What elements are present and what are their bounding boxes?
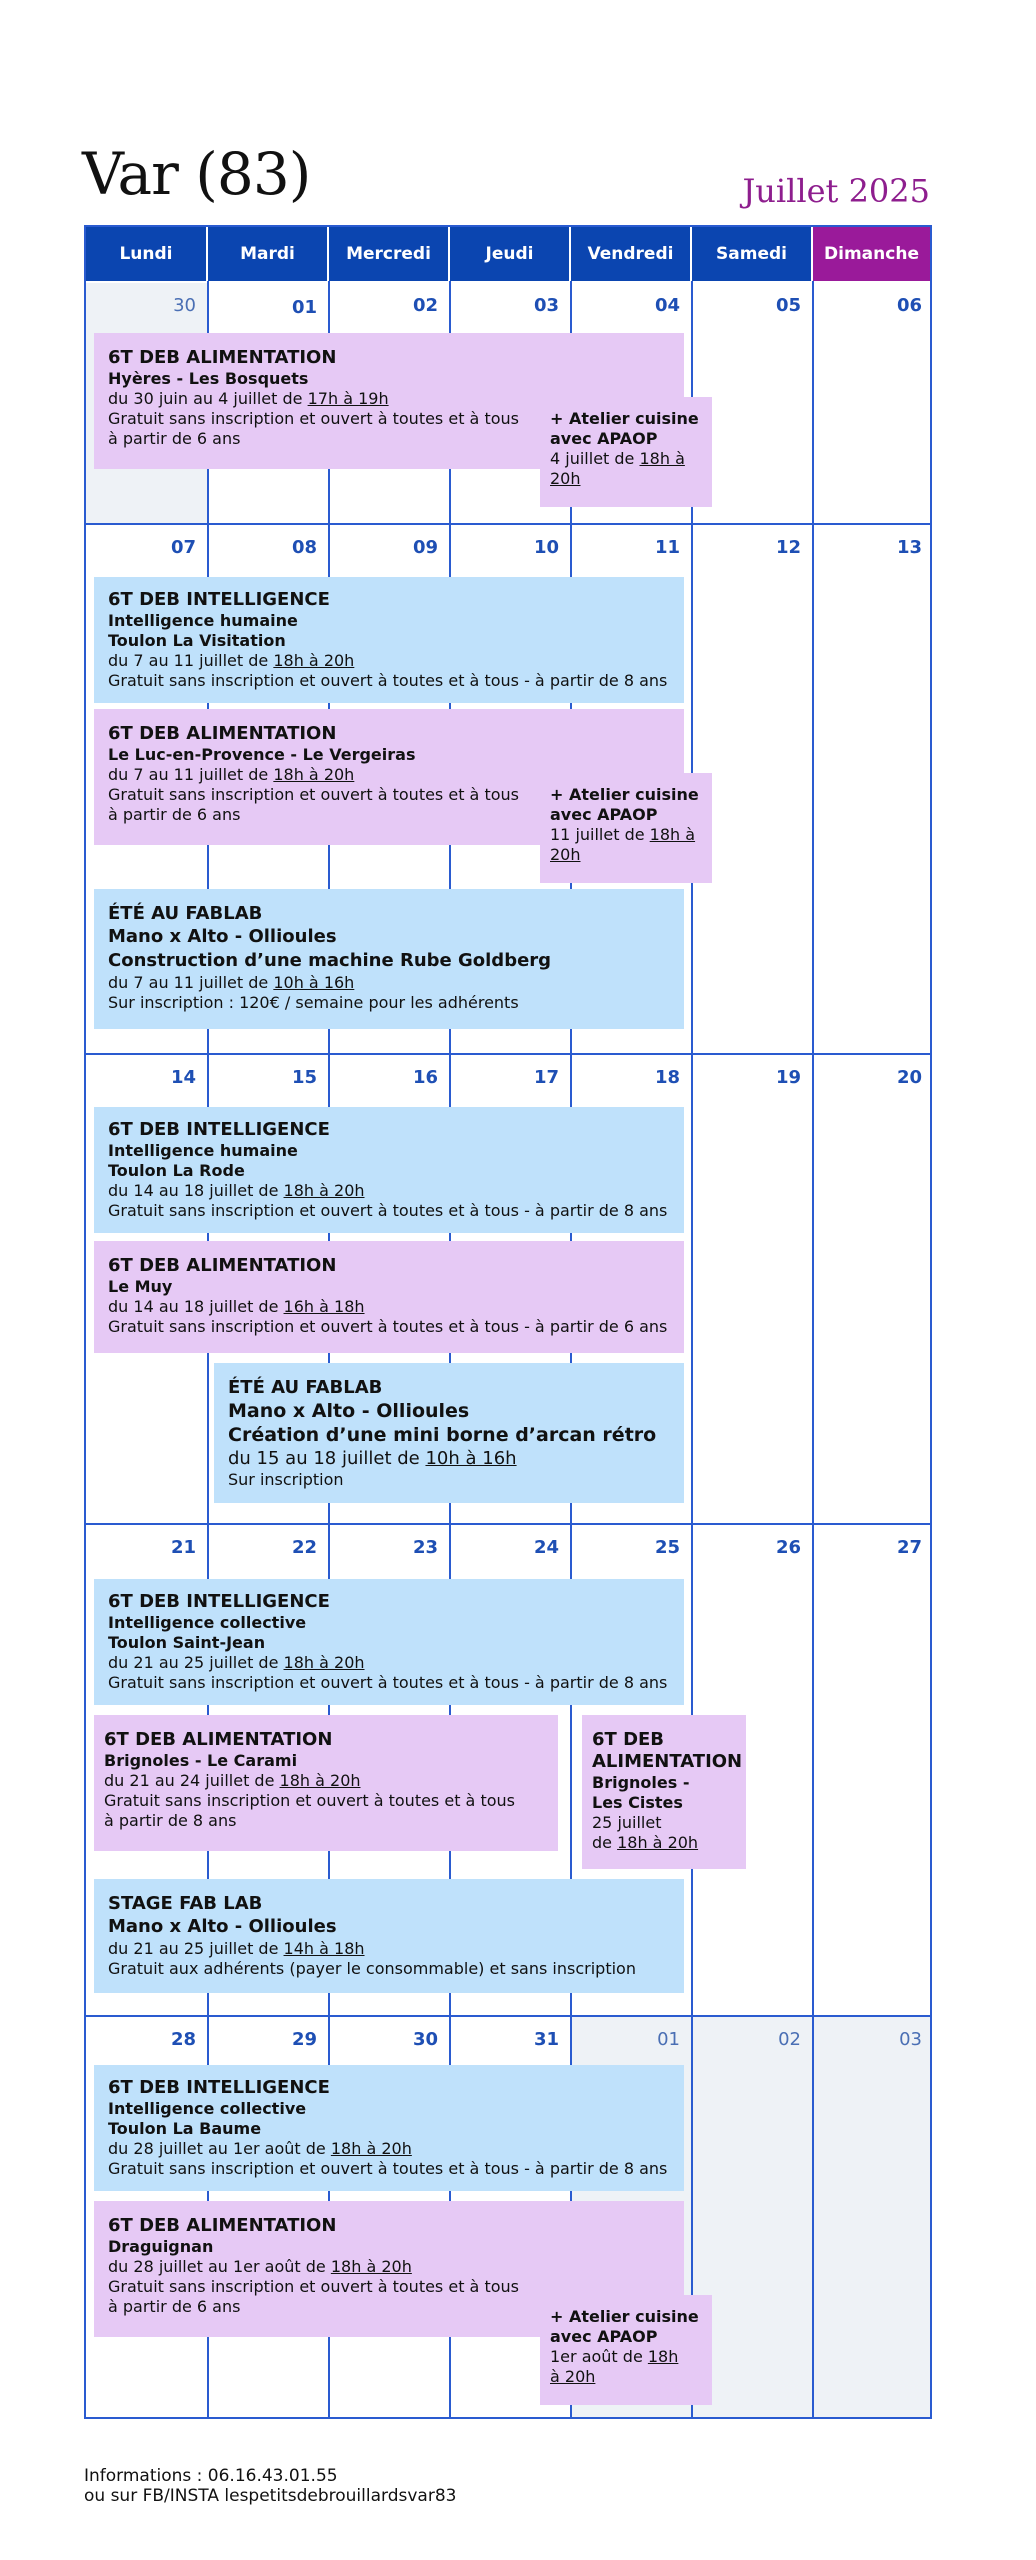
event-place: Toulon La Rode [108, 1161, 245, 1180]
day-number: 11 [654, 537, 680, 558]
event-alimentation-carami [94, 1715, 558, 1851]
event-intelligence-la-baume [94, 2065, 684, 2191]
event-info: Sur inscription [228, 1470, 344, 1489]
event-alimentation-le-muy [94, 1241, 684, 1353]
event-place: Toulon Saint-Jean [108, 1633, 266, 1652]
event-info: Gratuit sans inscription et ouvert à toutes et à tous [104, 1791, 515, 1810]
event-place: Brignoles - [592, 1773, 690, 1792]
event-time: 10h à 16h [425, 1448, 517, 1469]
event-date [550, 2347, 702, 2367]
event-date-prefix: du 21 au 25 juillet de [108, 1939, 279, 1958]
event-time: 18h à 20h [330, 2257, 412, 2276]
event-subtitle: Intelligence collective [108, 1613, 307, 1632]
event-date [550, 449, 702, 469]
event-intelligence-visitation [94, 577, 684, 703]
event-date-prefix: 1er août de [550, 2347, 643, 2366]
event-date: 25 juillet [592, 1813, 662, 1832]
event-info: à partir de 6 ans [108, 429, 241, 448]
event-time: 18h à 20h [279, 1771, 361, 1790]
day-number: 17 [533, 1067, 559, 1088]
event-date-prefix: de [592, 1833, 612, 1852]
event-place: Brignoles - Le Carami [104, 1751, 298, 1770]
day-number: 09 [412, 537, 438, 558]
event-date [550, 825, 702, 845]
event-time: 10h à 16h [273, 973, 355, 992]
day-number: 30 [173, 295, 196, 316]
event-place: Les Cistes [592, 1793, 683, 1812]
day-number: 27 [896, 1537, 922, 1558]
week-separator [86, 1523, 930, 1525]
event-info: Gratuit sans inscription et ouvert à toutes et à tous - à partir de 8 ans [108, 1673, 668, 1692]
event-date-prefix: du 21 au 24 juillet de [104, 1771, 275, 1790]
event-title: 6T DEB ALIMENTATION [108, 2215, 337, 2236]
event-time: 18h [647, 2347, 679, 2366]
event-info: Sur inscription : 120€ / semaine pour les adhérents [108, 993, 519, 1012]
event-info: Gratuit sans inscription et ouvert à toutes et à tous - à partir de 8 ans [108, 1201, 668, 1220]
weekday-header-lundi: Lundi [86, 227, 208, 281]
event-date-prefix: du 7 au 11 juillet de [108, 651, 269, 670]
day-number: 30 [412, 2029, 438, 2050]
day-number: 02 [778, 2029, 801, 2050]
weekday-header-mardi: Mardi [208, 227, 329, 281]
day-number: 02 [412, 295, 438, 316]
region-title: Var (83) [82, 140, 311, 208]
event-time: 14h à 18h [283, 1939, 365, 1958]
event-title: 6T DEB ALIMENTATION [108, 723, 337, 744]
day-number: 06 [896, 295, 922, 316]
event-title: STAGE FAB LAB [108, 1893, 263, 1914]
event-place: Le Muy [108, 1277, 173, 1296]
weekday-header-jeudi: Jeudi [450, 227, 571, 281]
event-title: 6T DEB ALIMENTATION [104, 1729, 333, 1750]
event-info: Gratuit sans inscription et ouvert à toutes et à tous - à partir de 6 ans [108, 1317, 668, 1336]
event-info: Gratuit sans inscription et ouvert à toutes et à tous - à partir de 8 ans [108, 2159, 668, 2178]
day-number: 03 [533, 295, 559, 316]
event-title: 6T DEB INTELLIGENCE [108, 1119, 330, 1140]
day-number: 10 [533, 537, 559, 558]
day-number: 31 [533, 2029, 559, 2050]
event-time: 18h à [649, 825, 696, 844]
day-number: 29 [291, 2029, 317, 2050]
event-date [108, 1181, 670, 1201]
weekday-header-mercredi: Mercredi [329, 227, 450, 281]
event-time: 18h à [639, 449, 685, 468]
event-date [108, 1297, 670, 1317]
event-project: Création d’une mini borne d’arcan rétro [228, 1424, 657, 1446]
event-project: Construction d’une machine Rube Goldberg [108, 950, 552, 971]
event-info: à partir de 6 ans [108, 2297, 241, 2316]
day-number: 07 [170, 537, 196, 558]
event-title: + Atelier cuisine [550, 409, 699, 428]
event-date [108, 1653, 670, 1673]
event-place: Hyères - Les Bosquets [108, 369, 309, 388]
event-stage-fablab [94, 1879, 684, 1993]
event-date-prefix: du 7 au 11 juillet de [108, 973, 269, 992]
event-date [108, 1939, 670, 1959]
day-number: 21 [170, 1537, 196, 1558]
day-number: 26 [775, 1537, 801, 1558]
event-date-prefix: du 28 juillet au 1er août de [108, 2257, 326, 2276]
day-number: 23 [412, 1537, 438, 1558]
event-time: à 20h [550, 2367, 596, 2386]
weekday-header-samedi: Samedi [692, 227, 813, 281]
day-number: 15 [291, 1067, 317, 1088]
event-info: Gratuit aux adhérents (payer le consommable) et sans inscription [108, 1959, 636, 1978]
day-number: 14 [170, 1067, 196, 1088]
event-time: 18h à 20h [283, 1181, 365, 1200]
day-number: 20 [896, 1067, 922, 1088]
event-atelier-cuisine [540, 773, 712, 883]
event-time: 20h [550, 845, 581, 864]
event-alimentation-cistes [582, 1715, 746, 1869]
event-date [108, 651, 670, 671]
event-date-prefix: du 7 au 11 juillet de [108, 765, 269, 784]
week-separator [86, 2015, 930, 2017]
day-number: 16 [412, 1067, 438, 1088]
event-title: 6T DEB INTELLIGENCE [108, 1591, 330, 1612]
event-fablab-borne-arcade [214, 1363, 684, 1503]
event-time: 18h à 20h [330, 2139, 412, 2158]
day-number: 18 [654, 1067, 680, 1088]
day-number: 12 [775, 537, 801, 558]
event-title: 6T DEB [592, 1729, 665, 1750]
event-title: ÉTÉ AU FABLAB [108, 903, 263, 924]
day-number: 22 [291, 1537, 317, 1558]
day-number: 03 [899, 2029, 922, 2050]
event-atelier-cuisine [540, 2295, 712, 2405]
event-title: 6T DEB ALIMENTATION [108, 1255, 337, 1276]
calendar-grid [84, 225, 932, 2419]
grid-line [812, 281, 814, 2417]
footer-info [84, 2466, 456, 2506]
event-time: 18h à 20h [273, 651, 355, 670]
footer-phone: Informations : 06.16.43.01.55 [84, 2466, 338, 2486]
event-date-prefix: 4 juillet de [550, 449, 635, 468]
event-date [592, 1833, 736, 1853]
event-subtitle: Intelligence collective [108, 2099, 307, 2118]
event-atelier-cuisine [540, 397, 712, 507]
event-place: Draguignan [108, 2237, 214, 2256]
event-time: 18h à 20h [273, 765, 355, 784]
event-time: 18h à 20h [617, 1833, 699, 1852]
event-info: Gratuit sans inscription et ouvert à toutes et à tous [108, 785, 519, 804]
event-subtitle: Intelligence humaine [108, 611, 298, 630]
grid-line [691, 281, 693, 2417]
event-date-prefix: du 14 au 18 juillet de [108, 1181, 279, 1200]
event-date-prefix: du 30 juin au 4 juillet de [108, 389, 303, 408]
event-info: Gratuit sans inscription et ouvert à toutes et à tous - à partir de 8 ans [108, 671, 668, 690]
event-title: ÉTÉ AU FABLAB [228, 1377, 383, 1398]
day-number: 28 [170, 2029, 196, 2050]
event-place: Mano x Alto - Ollioules [108, 1916, 337, 1937]
event-title: ALIMENTATION [592, 1751, 743, 1772]
week-separator [86, 523, 930, 525]
event-title: + Atelier cuisine [550, 2307, 699, 2326]
day-number: 24 [533, 1537, 559, 1558]
event-place: Toulon La Visitation [108, 631, 286, 650]
event-time: 20h [550, 469, 581, 488]
event-title: avec APAOP [550, 2327, 658, 2346]
event-time: 18h à 20h [283, 1653, 365, 1672]
event-date [108, 973, 670, 993]
day-number: 13 [896, 537, 922, 558]
day-number: 19 [775, 1067, 801, 1088]
event-date-prefix: 11 juillet de [550, 825, 645, 844]
event-time: 17h à 19h [307, 389, 389, 408]
event-info: Gratuit sans inscription et ouvert à toutes et à tous [108, 2277, 519, 2296]
event-title: 6T DEB ALIMENTATION [108, 347, 337, 368]
footer-social: ou sur FB/INSTA lespetitsdebrouillardsvar83 [84, 2486, 457, 2506]
weekday-header-dimanche: Dimanche [813, 227, 930, 281]
event-place: Mano x Alto - Ollioules [228, 1400, 470, 1422]
event-date-prefix: du 15 au 18 juillet de [228, 1448, 420, 1469]
day-number: 01 [657, 2029, 680, 2050]
event-time: 16h à 18h [283, 1297, 365, 1316]
event-place: Le Luc-en-Provence - Le Vergeiras [108, 745, 416, 764]
event-title: avec APAOP [550, 805, 658, 824]
event-title: 6T DEB INTELLIGENCE [108, 2077, 330, 2098]
event-title: + Atelier cuisine [550, 785, 699, 804]
event-date-prefix: du 21 au 25 juillet de [108, 1653, 279, 1672]
day-number: 08 [291, 537, 317, 558]
event-date [228, 1447, 670, 1470]
event-info: à partir de 8 ans [104, 1811, 237, 1830]
event-date [104, 1771, 544, 1791]
day-number: 05 [775, 295, 801, 316]
week-separator [86, 1053, 930, 1055]
event-title: 6T DEB INTELLIGENCE [108, 589, 330, 610]
event-subtitle: Intelligence humaine [108, 1141, 298, 1160]
month-title: Juillet 2025 [742, 172, 930, 210]
event-date [108, 2257, 670, 2277]
day-number: 04 [654, 295, 680, 316]
event-date-prefix: du 28 juillet au 1er août de [108, 2139, 326, 2158]
event-intelligence-saint-jean [94, 1579, 684, 1705]
event-date [108, 2139, 670, 2159]
event-place: Mano x Alto - Ollioules [108, 926, 337, 947]
weekday-header-vendredi: Vendredi [571, 227, 692, 281]
day-number: 25 [654, 1537, 680, 1558]
event-place: Toulon La Baume [108, 2119, 262, 2138]
event-date-prefix: du 14 au 18 juillet de [108, 1297, 279, 1316]
event-info: Gratuit sans inscription et ouvert à toutes et à tous [108, 409, 519, 428]
event-info: à partir de 6 ans [108, 805, 241, 824]
event-fablab-rube-goldberg [94, 889, 684, 1029]
day-number: 01 [291, 297, 317, 318]
event-title: avec APAOP [550, 429, 658, 448]
event-intelligence-la-rode [94, 1107, 684, 1233]
